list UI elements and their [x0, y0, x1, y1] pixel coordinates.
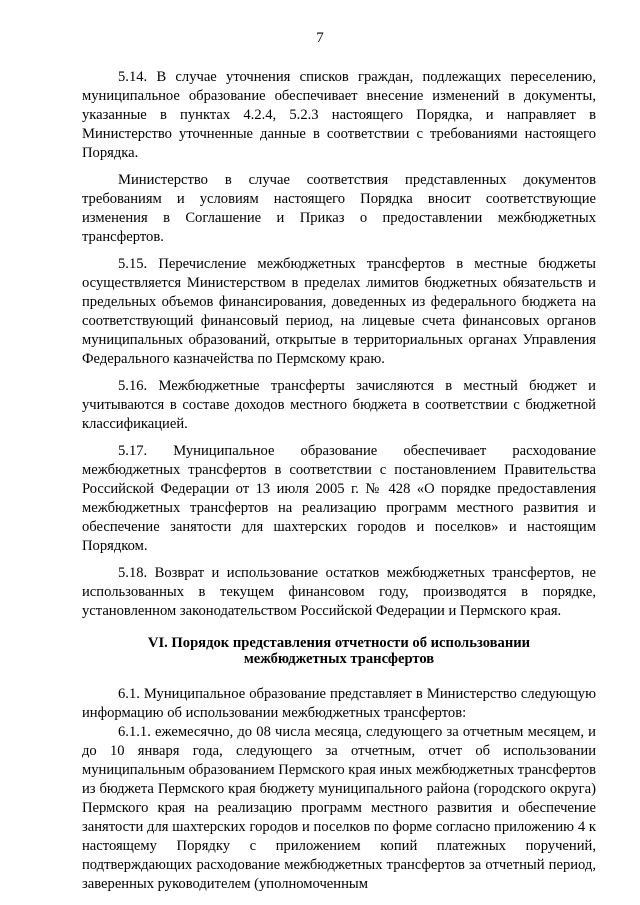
- paragraph-6-1-1: 6.1.1. ежемесячно, до 08 числа месяца, следующего за отчетным месяцем, и до 10 января года, следующего за отчетным, отчет об использовании муниципальным образованием Пермского края иных межбюджетных трансфертов из бюджета Пермского края бюджету муниципального района (городского округа) Пермского края на реализацию программ местного развития и обеспечение занятости для шахтерских городов и поселков по форме согласно приложению 4 к настоящему Порядку с приложением копий платежных поручений, подтверждающих расходование межбюджетных трансфертов за отчетный период, заверенных руководителем (уполномоченным: [82, 724, 596, 892]
- paragraph-5-16: 5.16. Межбюджетные трансферты зачисляются в местный бюджет и учитываются в составе доходов местного бюджета в соответствии с бюджетной классификацией.: [82, 378, 596, 432]
- paragraph-ministry-changes: Министерство в случае соответствия представленных документов требованиям и условиям настоящего Порядка вносит соответствующие изменения в Соглашение и Приказ о предоставлении межбюджетных трансфертов.: [82, 172, 596, 245]
- paragraph-5-14: 5.14. В случае уточнения списков граждан, подлежащих переселению, муниципальное образование обеспечивает внесение изменений в документы, указанные в пунктах 4.2.4, 5.2.3 настоящего Порядка, и направляет в Министерство уточненные данные в соответствии с требованиями настоящего Порядка.: [82, 69, 596, 161]
- section-heading: [82, 635, 596, 667]
- paragraph-5-15: 5.15. Перечисление межбюджетных трансфертов в местные бюджеты осуществляется Министерством в пределах лимитов бюджетных обязательств и предельных объемов финансирования, доведенных из федерального бюджета на соответствующий финансовый период, на лицевые счета финансовых органов муниципальных образований, открытые в территориальных органах Управления Федерального казначейства по Пермскому краю.: [82, 256, 596, 367]
- section-heading-line-1: VI. Порядок представления отчетности об использовании: [147, 635, 531, 651]
- paragraph-5-18: 5.18. Возврат и использование остатков межбюджетных трансфертов, не использованных в текущем финансовом году, производятся в порядке, установленном законодательством Российской Федерации и Пермского края.: [82, 565, 596, 619]
- page-number: 7: [316, 30, 324, 46]
- document-body: [82, 68, 596, 894]
- section-heading-line-2: межбюджетных трансфертов: [243, 651, 435, 667]
- paragraph-6-1: 6.1. Муниципальное образование представляет в Министерство следующую информацию об использовании межбюджетных трансфертов:: [82, 686, 596, 721]
- paragraph-5-17: 5.17. Муниципальное образование обеспечивает расходование межбюджетных трансфертов в соответствии с постановлением Правительства Российской Федерации от 13 июля 2005 г. № 428 «О порядке предоставления межбюджетных трансфертов на реализацию программ местного развития и обеспечение занятости для шахтерских городов и поселков» и настоящим Порядком.: [82, 443, 596, 554]
